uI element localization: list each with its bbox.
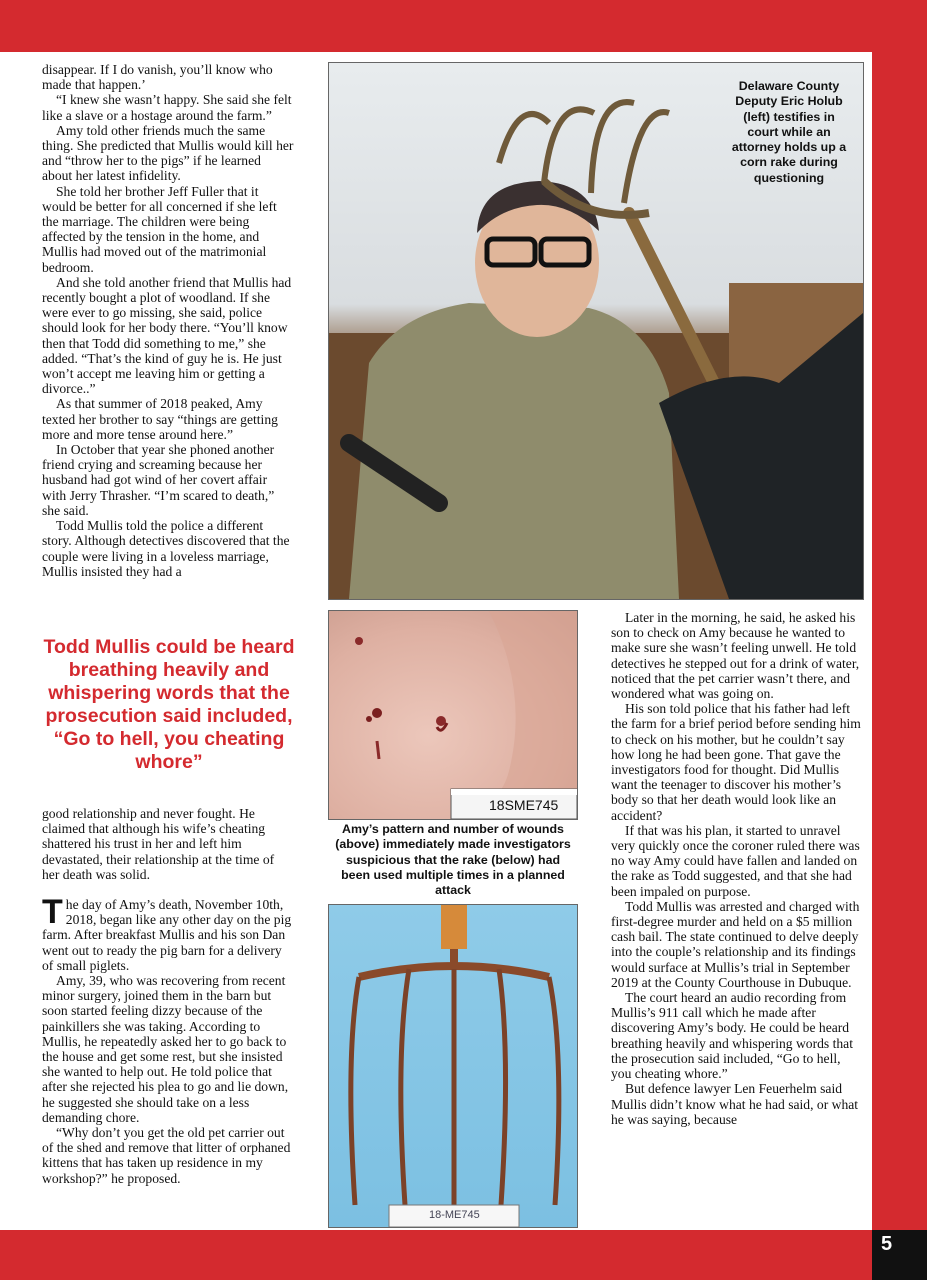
paragraph: Amy, 39, who was recovering from recent minor surgery, joined them in the barn but soon started feeling dizzy because of the painkillers she was taking. According to Mullis, he repeatedly asked her to go back to the house and get some rest, but she insisted she wanted to help out. He told police that after she rejected his plea to go and lie down, he suggested she should take on a less demanding chore. bbox=[42, 973, 289, 1125]
rake-photo-illustration bbox=[329, 905, 577, 1227]
wounds-photo bbox=[328, 610, 578, 820]
photo-caption-overlay: Delaware County Deputy Eric Holub (left) testifies in court while an attorney holds up a corn rake during questioning bbox=[731, 79, 847, 185]
drop-cap: T bbox=[42, 893, 63, 932]
paragraph: “I knew she wasn’t happy. She said she felt like a slave or a hostage around the farm.” bbox=[42, 92, 292, 123]
paragraph: Amy told other friends much the same thing. She predicted that Mullis would kill her and “throw her to the pigs” if he learned about her latest infidelity. bbox=[42, 122, 294, 184]
dropcap-paragraph bbox=[42, 893, 294, 973]
paragraph: The court heard an audio recording from Mullis’s 911 call which he made after discovering Amy’s body. He could be heard breathing heavily and whispering words that the prosecution said included, “Go to hell, you cheating whore.” bbox=[611, 990, 853, 1082]
paragraph: But defence lawyer Len Feuerhelm said Mullis didn’t know what he had said, or what he was saying, because bbox=[611, 1081, 859, 1127]
evidence-ruler-label: 18SME745 bbox=[489, 797, 559, 813]
courtroom-photo bbox=[328, 62, 864, 600]
article-column-1 bbox=[42, 62, 294, 579]
paragraph: Todd Mullis was arrested and charged with first-degree murder and held on a $5 million cash bail. The state continued to delve deeply into the couple’s relationship and its findings would surface at Mullis’s trial in September 2019 at the County Courthouse in Dubuque. bbox=[611, 898, 860, 990]
paragraph: His son told police that his father had left the farm for a brief period before sending him to check on his mother, but he couldn’t say how long he had been gone. That gave the investigators food for thought. Did Mullis want the teenager to discover his mother’s body so that her death would look like an accident? bbox=[611, 701, 861, 823]
paragraph: disappear. If I do vanish, you’ll know who made that happen.’ bbox=[42, 62, 273, 93]
paragraph: Todd Mullis told the police a different story. Although detectives discovered that the couple were living in a loveless marriage, Mullis insisted they had a bbox=[42, 518, 290, 579]
paragraph: In October that year she phoned another friend crying and screaming because her husband had got wind of her covert affair with Jerry Thrasher. “I’m scared to death,” she said. bbox=[42, 442, 275, 518]
page-number: 5 bbox=[881, 1233, 893, 1255]
paragraph: She told her brother Jeff Fuller that it would be better for all concerned if she left the marriage. The children were being affected by the tension in the home, and Mullis had moved out of the matrimonial bedroom. bbox=[42, 183, 277, 275]
paragraph: “Why don’t you get the old pet carrier out of the shed and remove that litter of orphaned kittens that has taken up residence in my workshop?” he proposed. bbox=[42, 1125, 291, 1186]
photo-caption: Amy’s pattern and number of wounds (above) immediately made investigators suspicious that the rake (below) had been used multiple times in a planned attack bbox=[335, 822, 571, 898]
paragraph: And she told another friend that Mullis had recently bought a plot of woodland. If she were ever to go missing, she said, police should look for her body there. “You’ll know then that Todd did something to me,” she added. “That’s the kind of guy he is. He just won’t accept me leaving him or getting a divorce..” bbox=[42, 274, 292, 397]
paragraph-text: he day of Amy’s death, November 10th, 2018, began like any other day on the pig farm. After breakfast Mullis and his son Dan went out to ready the pig barn for a delivery of small piglets. bbox=[42, 897, 292, 973]
article-column-3 bbox=[611, 610, 863, 1127]
paragraph: Later in the morning, he said, he asked his son to check on Amy because he wanted to make sure she wasn’t feeling unwell. He told detectives he stepped out for a drink of water, noticed that the pet carrier wasn’t there, and wondered what was going on. bbox=[611, 610, 860, 702]
evidence-ruler-label: 18-ME745 bbox=[429, 1209, 480, 1221]
paragraph: As that summer of 2018 peaked, Amy texted her brother to say “things are getting more and more tense around here.” bbox=[42, 396, 278, 442]
paragraph: If that was his plan, it started to unravel very quickly once the coroner ruled there was no way Amy could have fallen and landed on the rake as Todd suggested, and that she had been impaled on purpose. bbox=[611, 822, 860, 899]
rake-photo bbox=[328, 904, 578, 1228]
wounds-photo-illustration bbox=[329, 611, 577, 819]
pull-quote: Todd Mullis could be heard breathing heavily and whispering words that the prosecution said included, “Go to hell, you cheating whore” bbox=[43, 636, 295, 773]
paragraph: good relationship and never fought. He claimed that although his wife’s cheating shattered his trust in her and left him devastated, their relationship at the time of her death was solid. bbox=[42, 806, 275, 882]
article-column-1-lower bbox=[42, 806, 294, 1186]
